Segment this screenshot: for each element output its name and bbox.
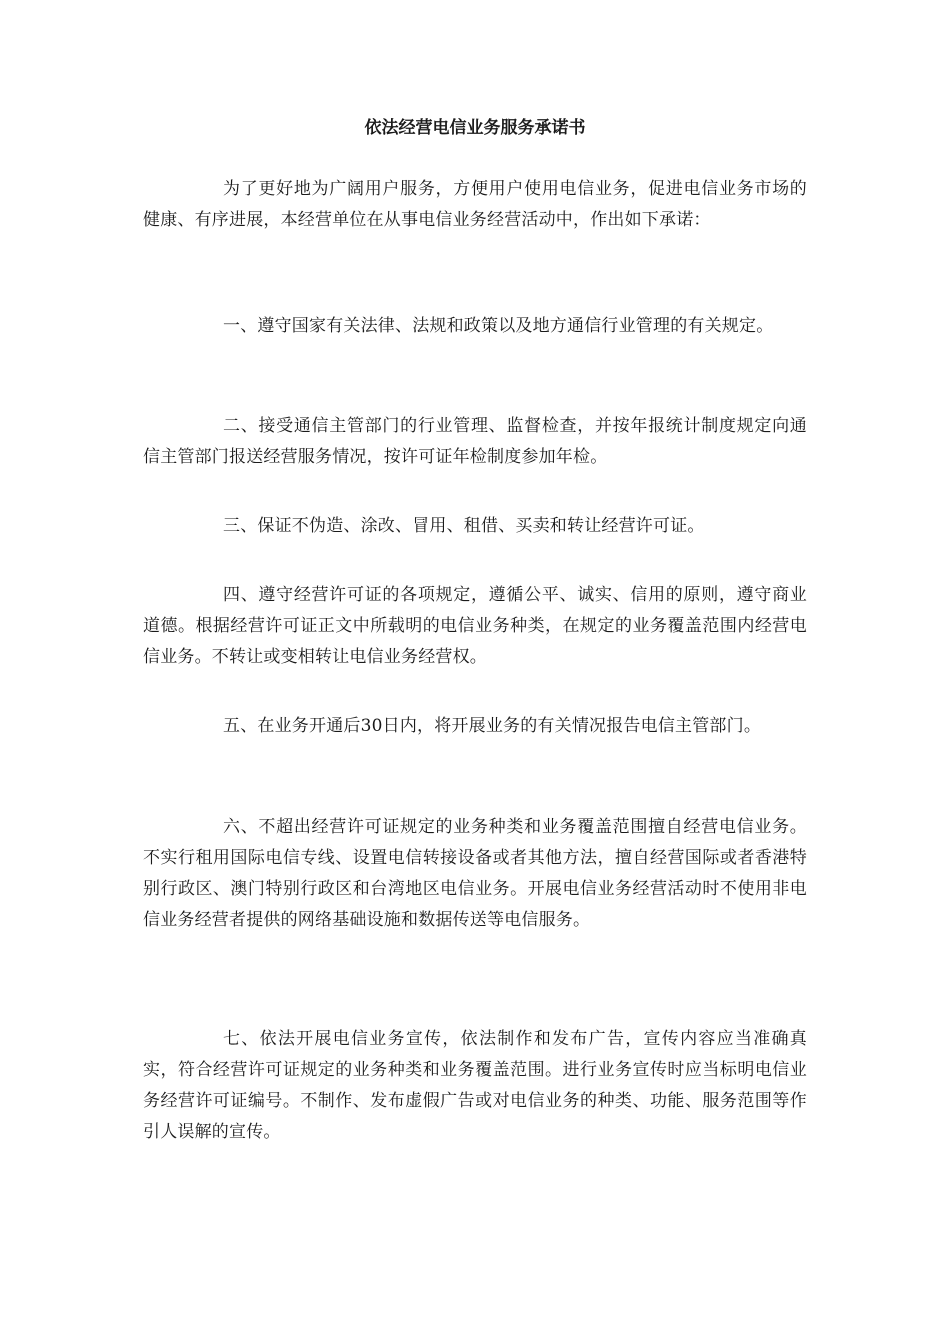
- intro-paragraph: 为了更好地为广阔用户服务，方便用户使用电信业务，促进电信业务市场的健康、有序进展，本经营单位在从事电信业务经营活动中，作出如下承诺：: [143, 179, 807, 230]
- commitment-item-1: 一、遵守国家有关法律、法规和政策以及地方通信行业管理的有关规定。: [223, 316, 774, 336]
- commitment-item-2: 二、接受通信主管部门的行业管理、监督检查，并按年报统计制度规定向通信主管部门报送经营服务情况，按许可证年检制度参加年检。: [143, 416, 807, 467]
- commitment-item-6: 六、不超出经营许可证规定的业务种类和业务覆盖范围擅自经营电信业务。不实行租用国际电信专线、设置电信转接设备或者其他方法，擅自经营国际或者香港特别行政区、澳门特别行政区和台湾地区电信业务。开展电信业务经营活动时不使用非电信业务经营者提供的网络基础设施和数据传送等电信服务。: [143, 817, 807, 930]
- commitment-item-7: 七、依法开展电信业务宣传，依法制作和发布广告，宣传内容应当准确真实，符合经营许可证规定的业务种类和业务覆盖范围。进行业务宣传时应当标明电信业务经营许可证编号。不制作、发布虚假广告或对电信业务的种类、功能、服务范围等作引人误解的宣传。: [143, 1029, 807, 1142]
- document-title: 依法经营电信业务服务承诺书: [364, 118, 586, 138]
- commitment-item-4: 四、遵守经营许可证的各项规定，遵循公平、诚实、信用的原则，遵守商业道德。根据经营许可证正文中所载明的电信业务种类，在规定的业务覆盖范围内经营电信业务。不转让或变相转让电信业务经营权。: [143, 585, 807, 667]
- commitment-item-3: 三、保证不伪造、涂改、冒用、租借、买卖和转让经营许可证。: [223, 516, 705, 536]
- commitment-item-5: 五、在业务开通后30日内，将开展业务的有关情况报告电信主管部门。: [223, 716, 762, 736]
